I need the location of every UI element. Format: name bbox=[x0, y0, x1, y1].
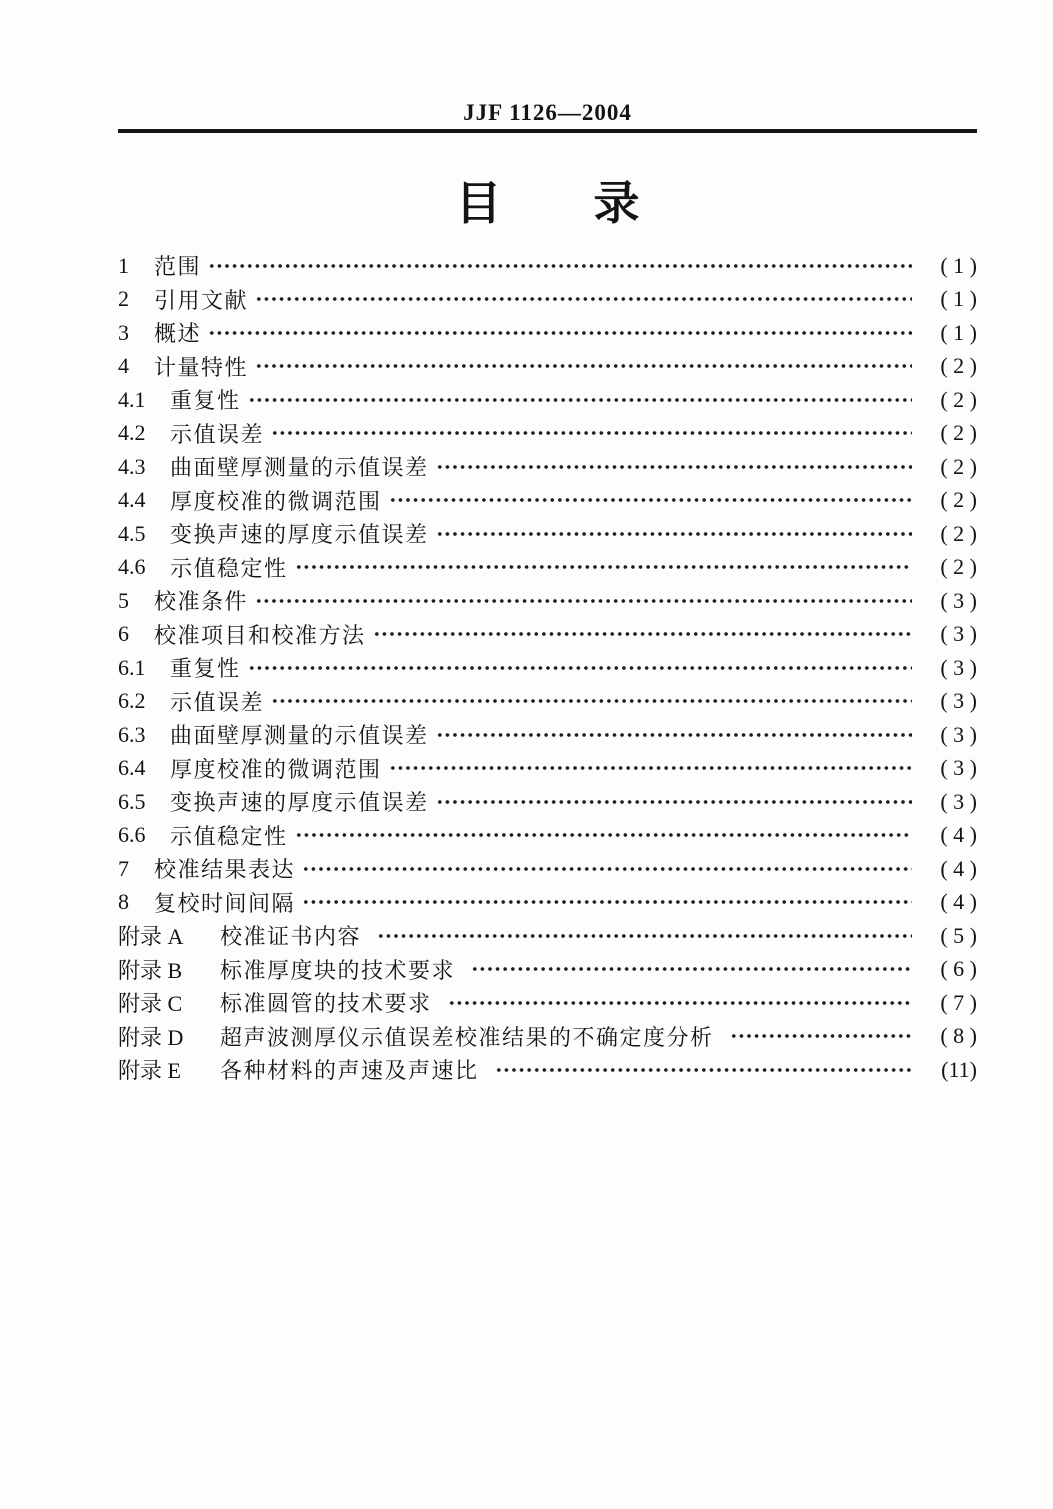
toc-entry-number: 附录 B bbox=[118, 957, 183, 983]
toc-entry-title: 校准结果表达 bbox=[154, 857, 296, 883]
toc-dot-leader bbox=[471, 953, 912, 987]
toc-entry-number: 附录 A bbox=[118, 924, 184, 950]
toc-entry bbox=[118, 383, 977, 417]
toc-entry bbox=[118, 819, 977, 853]
toc-entry bbox=[118, 718, 977, 752]
toc-entry bbox=[118, 350, 977, 384]
toc-entry-title: 厚度校准的微调范围 bbox=[170, 488, 382, 514]
toc-dot-leader bbox=[448, 986, 912, 1020]
toc-entry-title: 校准项目和校准方法 bbox=[154, 622, 366, 648]
toc-entry bbox=[118, 785, 977, 819]
toc-entry-title: 范围 bbox=[154, 254, 202, 280]
toc-entry-number: 4.5 bbox=[118, 520, 146, 546]
toc-dot-leader bbox=[295, 551, 912, 585]
toc-entry-page: ( 3 ) bbox=[940, 587, 977, 613]
toc-entry-title: 重复性 bbox=[170, 656, 241, 682]
toc-dot-leader bbox=[730, 1020, 912, 1054]
toc-entry-number: 7 bbox=[118, 855, 129, 881]
toc-entry-title: 标准圆管的技术要求 bbox=[220, 991, 432, 1017]
toc-entry-page: ( 1 ) bbox=[940, 319, 977, 345]
toc-entry-page: ( 2 ) bbox=[940, 353, 977, 379]
toc-entry bbox=[118, 316, 977, 350]
toc-entry-title: 变换声速的厚度示值误差 bbox=[170, 790, 429, 816]
toc-entry-title: 超声波测厚仪示值误差校准结果的不确定度分析 bbox=[220, 1024, 714, 1050]
toc-entry-title: 变换声速的厚度示值误差 bbox=[170, 522, 429, 548]
toc-entry-title: 各种材料的声速及声速比 bbox=[220, 1058, 479, 1084]
toc-dot-leader bbox=[248, 383, 912, 417]
toc-dot-leader bbox=[255, 350, 912, 384]
toc-entry-page: ( 3 ) bbox=[940, 654, 977, 680]
toc-entry-page: ( 3 ) bbox=[940, 721, 977, 747]
toc-entry-page: ( 2 ) bbox=[940, 487, 977, 513]
toc-entry-title: 计量特性 bbox=[154, 354, 249, 380]
toc-entry bbox=[118, 685, 977, 719]
toc-entry-number: 6.5 bbox=[118, 788, 146, 814]
toc-dot-leader bbox=[255, 283, 912, 317]
toc-entry-number: 6.6 bbox=[118, 822, 146, 848]
toc-entry-number: 6.4 bbox=[118, 755, 146, 781]
toc-entry-page: ( 7 ) bbox=[940, 989, 977, 1015]
toc-entry-title: 曲面壁厚测量的示值误差 bbox=[170, 455, 429, 481]
toc-dot-leader bbox=[271, 417, 912, 451]
toc-entry-number: 3 bbox=[118, 319, 129, 345]
toc-dot-leader bbox=[271, 685, 912, 719]
toc-entry-title: 曲面壁厚测量的示值误差 bbox=[170, 723, 429, 749]
toc-entry-page: ( 2 ) bbox=[940, 420, 977, 446]
toc-entry bbox=[118, 551, 977, 585]
toc-dot-leader bbox=[208, 249, 912, 283]
toc-entry-number: 4.4 bbox=[118, 487, 146, 513]
toc-dot-leader bbox=[208, 316, 912, 350]
toc-entry bbox=[118, 986, 977, 1020]
toc-entry bbox=[118, 249, 977, 283]
toc-entry-page: ( 3 ) bbox=[940, 788, 977, 814]
toc-entry bbox=[118, 283, 977, 317]
toc-entry-page: ( 4 ) bbox=[940, 889, 977, 915]
toc-dot-leader bbox=[389, 484, 912, 518]
toc-entry-title: 示值误差 bbox=[170, 689, 265, 715]
toc-dot-leader bbox=[436, 450, 912, 484]
toc-dot-leader bbox=[295, 819, 912, 853]
toc-entry-number: 6 bbox=[118, 621, 129, 647]
toc-entry-page: ( 3 ) bbox=[940, 621, 977, 647]
toc-entry bbox=[118, 484, 977, 518]
toc-entry-title: 标准厚度块的技术要求 bbox=[220, 957, 456, 983]
toc-entry-title: 概述 bbox=[154, 321, 202, 347]
toc-entry-title: 校准条件 bbox=[154, 589, 249, 615]
toc-dot-leader bbox=[373, 618, 912, 652]
toc-entry-number: 2 bbox=[118, 286, 129, 312]
toc-entry bbox=[118, 651, 977, 685]
toc-entry-page: ( 4 ) bbox=[940, 822, 977, 848]
toc-entry bbox=[118, 450, 977, 484]
toc-entry-number: 附录 E bbox=[118, 1058, 181, 1084]
toc-entry bbox=[118, 953, 977, 987]
toc-entry bbox=[118, 1053, 977, 1087]
toc-entry-number: 4.3 bbox=[118, 453, 146, 479]
toc-entry-title: 示值误差 bbox=[170, 421, 265, 447]
toc-entry-number: 附录 C bbox=[118, 991, 183, 1017]
toc-entry-number: 4.2 bbox=[118, 420, 146, 446]
toc-entry-page: ( 3 ) bbox=[940, 755, 977, 781]
toc-dot-leader bbox=[389, 752, 912, 786]
toc-entry-number: 6.1 bbox=[118, 654, 146, 680]
document-standard-number: JJF 1126—2004 bbox=[463, 100, 632, 125]
toc-entry bbox=[118, 886, 977, 920]
toc-entry-page: ( 2 ) bbox=[940, 520, 977, 546]
toc-dot-leader bbox=[436, 517, 912, 551]
toc-entry-page: ( 1 ) bbox=[940, 252, 977, 278]
header-rule bbox=[118, 129, 977, 133]
toc-entry bbox=[118, 618, 977, 652]
toc-entry-title: 重复性 bbox=[170, 388, 241, 414]
toc-list bbox=[118, 249, 977, 1087]
toc-entry bbox=[118, 1020, 977, 1054]
toc-entry-number: 1 bbox=[118, 252, 129, 278]
toc-entry-number: 4.1 bbox=[118, 386, 146, 412]
toc-entry-title: 校准证书内容 bbox=[220, 924, 362, 950]
toc-dot-leader bbox=[436, 785, 912, 819]
toc-entry-page: ( 2 ) bbox=[940, 453, 977, 479]
toc-entry-page: ( 3 ) bbox=[940, 688, 977, 714]
toc-entry bbox=[118, 517, 977, 551]
toc-dot-leader bbox=[302, 886, 912, 920]
toc-entry-number: 附录 D bbox=[118, 1024, 184, 1050]
toc-entry-title: 示值稳定性 bbox=[170, 823, 288, 849]
toc-entry-page: ( 1 ) bbox=[940, 286, 977, 312]
toc-entry-number: 6.3 bbox=[118, 721, 146, 747]
toc-entry-title: 引用文献 bbox=[154, 287, 249, 313]
toc-dot-leader bbox=[302, 852, 912, 886]
toc-entry-number: 6.2 bbox=[118, 688, 146, 714]
page-title: 目 录 bbox=[455, 178, 640, 229]
toc-entry-page: ( 5 ) bbox=[940, 922, 977, 948]
toc-entry-page: ( 2 ) bbox=[940, 386, 977, 412]
toc-entry-title: 复校时间间隔 bbox=[154, 890, 296, 916]
toc-entry bbox=[118, 852, 977, 886]
toc-entry bbox=[118, 584, 977, 618]
toc-entry-page: (11) bbox=[941, 1056, 977, 1082]
toc-entry-page: ( 6 ) bbox=[940, 956, 977, 982]
toc-entry-number: 5 bbox=[118, 587, 129, 613]
toc-dot-leader bbox=[377, 919, 912, 953]
toc-entry-page: ( 2 ) bbox=[940, 554, 977, 580]
toc-dot-leader bbox=[255, 584, 912, 618]
toc-dot-leader bbox=[436, 718, 912, 752]
toc-dot-leader bbox=[248, 651, 912, 685]
toc-entry-number: 8 bbox=[118, 889, 129, 915]
toc-entry bbox=[118, 752, 977, 786]
toc-entry-title: 示值稳定性 bbox=[170, 555, 288, 581]
toc-entry-page: ( 8 ) bbox=[940, 1023, 977, 1049]
toc-entry-title: 厚度校准的微调范围 bbox=[170, 756, 382, 782]
toc-entry-page: ( 4 ) bbox=[940, 855, 977, 881]
toc-entry-number: 4.6 bbox=[118, 554, 146, 580]
toc-entry bbox=[118, 919, 977, 953]
toc-entry-number: 4 bbox=[118, 353, 129, 379]
toc-entry bbox=[118, 417, 977, 451]
toc-dot-leader bbox=[495, 1053, 912, 1087]
